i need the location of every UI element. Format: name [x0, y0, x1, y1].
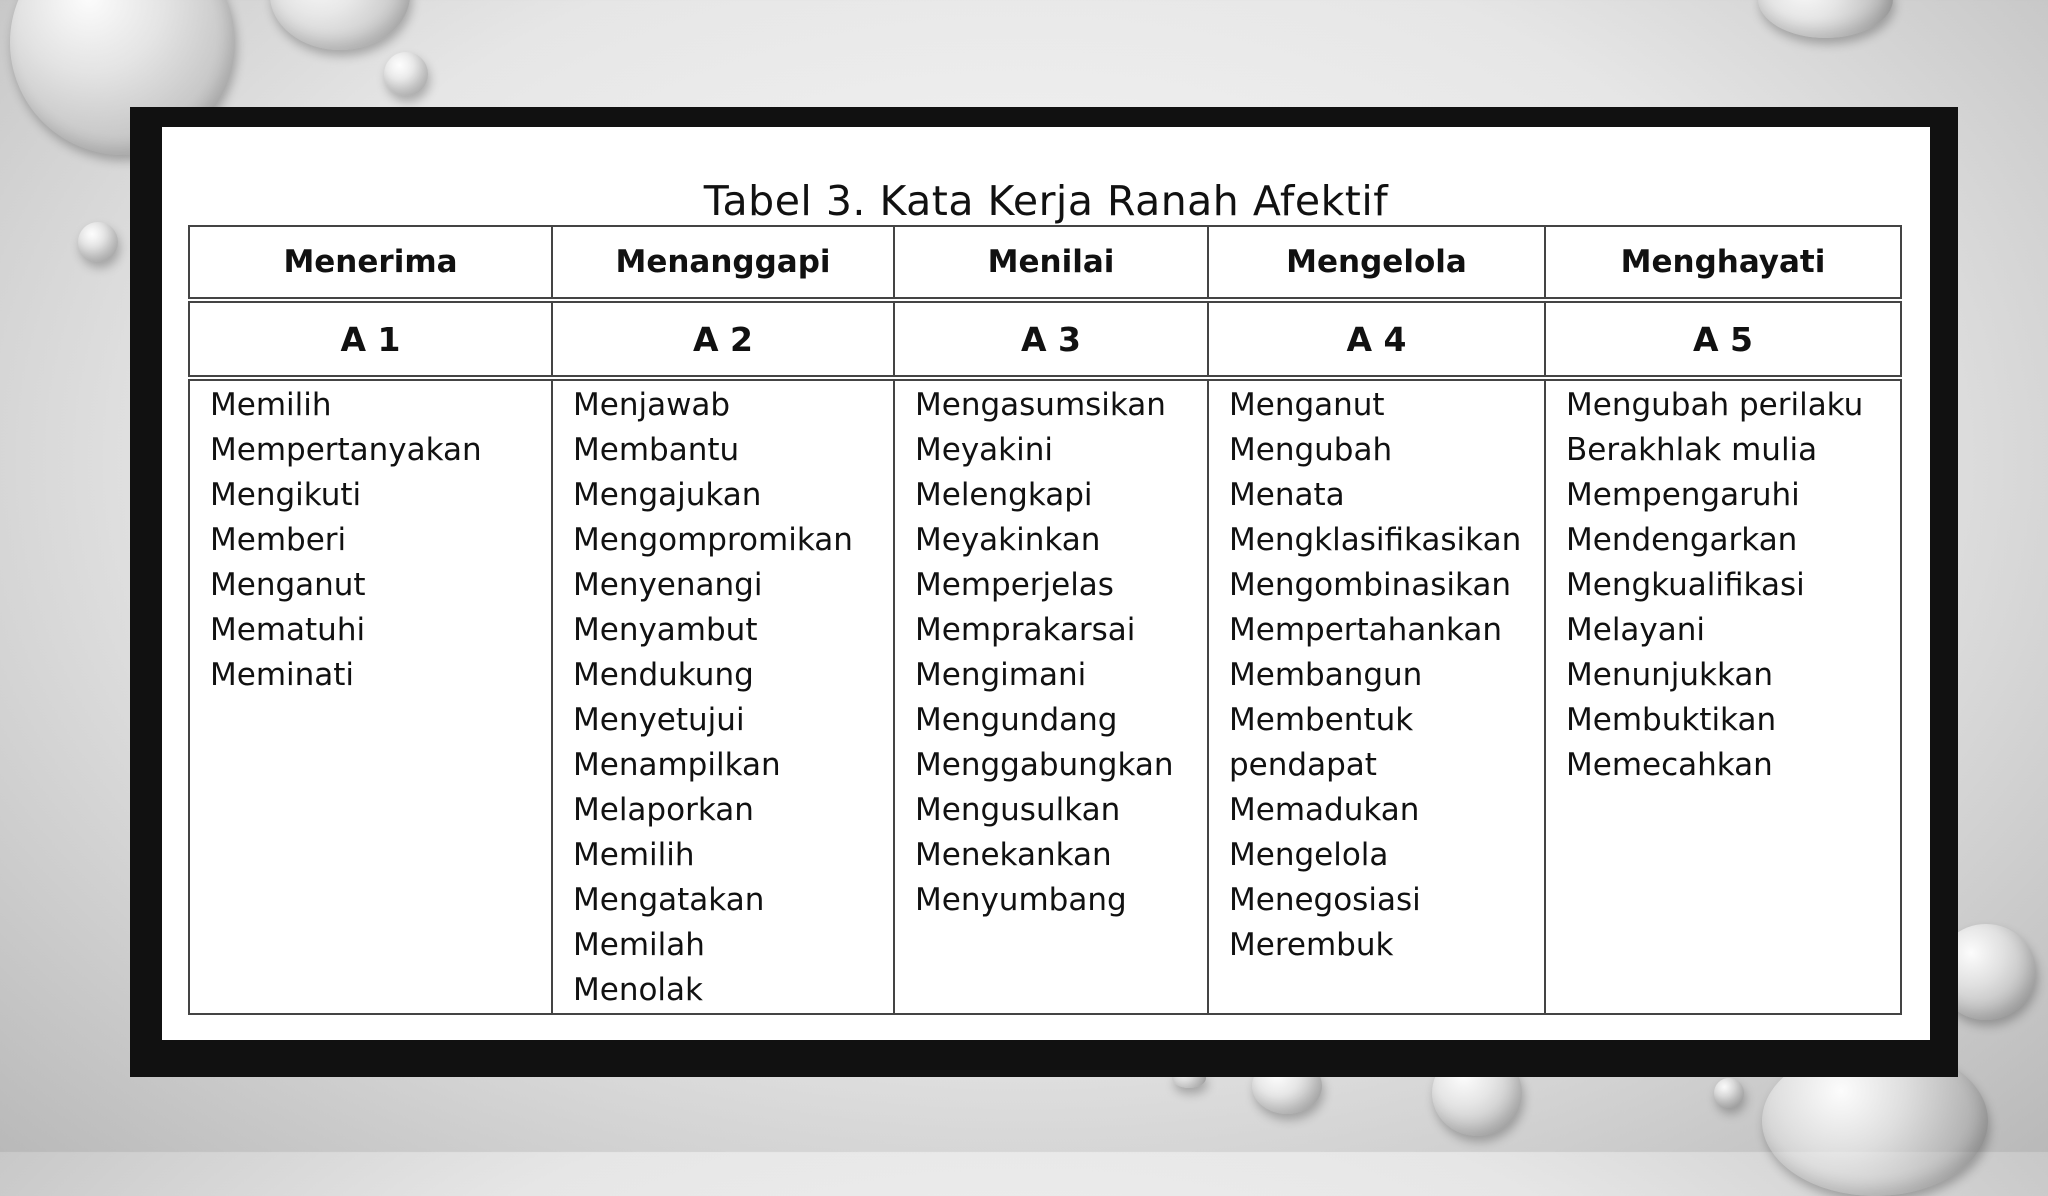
verb-list [1566, 383, 1900, 788]
verb-cell [1545, 378, 1901, 1014]
verb-item: Mengajukan [573, 477, 762, 513]
verb-item: Memberi [210, 522, 347, 558]
verb-item: Mengundang [915, 702, 1118, 738]
water-drop-decoration [1758, 0, 1893, 38]
verb-item: pendapat [1229, 747, 1377, 783]
verb-item: Mempengaruhi [1566, 477, 1800, 513]
verb-item: Mengelola [1229, 837, 1389, 873]
verb-item: Melayani [1566, 612, 1706, 648]
verb-item: Memilih [573, 837, 695, 873]
verb-item: Memprakarsai [915, 612, 1136, 648]
verb-item: Mempertahankan [1229, 612, 1503, 648]
verb-item: Mengombinasikan [1229, 567, 1512, 603]
column-header: Menilai [894, 226, 1208, 300]
verb-item: Mengompromikan [573, 522, 853, 558]
verb-item: Mempertanyakan [210, 432, 482, 468]
verb-item: Membuktikan [1566, 702, 1777, 738]
verbs-row [189, 378, 1901, 1014]
verb-item: Merembuk [1229, 927, 1394, 963]
verb-item: Membentuk [1229, 702, 1414, 738]
verb-item: Menyetujui [573, 702, 745, 738]
verb-item: Menyumbang [915, 882, 1127, 918]
verb-item: Memadukan [1229, 792, 1420, 828]
verb-item: Mengusulkan [915, 792, 1121, 828]
water-drop-decoration [384, 52, 428, 96]
verb-item: Menunjukkan [1566, 657, 1774, 693]
verb-cell [894, 378, 1208, 1014]
verb-item: Mematuhi [210, 612, 366, 648]
level-code: A 2 [552, 300, 894, 378]
water-drop-decoration [1714, 1078, 1744, 1108]
verb-item: Membantu [573, 432, 740, 468]
verb-item: Memperjelas [915, 567, 1114, 603]
verb-item: Menampilkan [573, 747, 781, 783]
verb-item: Mengkualifikasi [1566, 567, 1805, 603]
column-header: Menghayati [1545, 226, 1901, 300]
verb-item: Menjawab [573, 387, 731, 423]
verb-item: Mengasumsikan [915, 387, 1166, 423]
verb-item: Melaporkan [573, 792, 754, 828]
verb-list [1229, 383, 1544, 968]
verb-list [573, 383, 893, 1013]
verb-item: Menggabungkan [915, 747, 1174, 783]
verb-item: Mengimani [915, 657, 1087, 693]
verb-item: Menekankan [915, 837, 1112, 873]
level-code: A 4 [1208, 300, 1545, 378]
verb-list [210, 383, 551, 698]
level-code-row [189, 300, 1901, 378]
verb-item: Meyakini [915, 432, 1053, 468]
verb-item: Mendengarkan [1566, 522, 1798, 558]
verb-item: Melengkapi [915, 477, 1093, 513]
verb-item: Memilah [573, 927, 705, 963]
water-drop-decoration [78, 222, 118, 262]
water-drop-decoration [270, 0, 410, 50]
verb-item: Mengatakan [573, 882, 765, 918]
verb-item: Menganut [210, 567, 366, 603]
category-header-row [189, 226, 1901, 300]
column-header: Menerima [189, 226, 552, 300]
verb-item: Mengubah [1229, 432, 1393, 468]
slide-content [162, 127, 1930, 1040]
affective-verbs-table [188, 225, 1902, 1015]
verb-cell [189, 378, 552, 1014]
verb-cell [552, 378, 894, 1014]
verb-item: Berakhlak mulia [1566, 432, 1818, 468]
verb-item: Menolak [573, 972, 703, 1008]
verb-cell [1208, 378, 1545, 1014]
column-header: Menanggapi [552, 226, 894, 300]
level-code: A 3 [894, 300, 1208, 378]
column-header: Mengelola [1208, 226, 1545, 300]
verb-item: Mengubah perilaku [1566, 387, 1864, 423]
verb-item: Memecahkan [1566, 747, 1773, 783]
verb-item: Menganut [1229, 387, 1385, 423]
verb-item: Memilih [210, 387, 332, 423]
verb-item: Meyakinkan [915, 522, 1101, 558]
table-title: Tabel 3. Kata Kerja Ranah Afektif [703, 177, 1389, 225]
verb-item: Mengklasifikasikan [1229, 522, 1522, 558]
verb-list [915, 383, 1207, 923]
verb-item: Menyambut [573, 612, 758, 648]
slide-frame [130, 107, 1958, 1077]
verb-item: Mendukung [573, 657, 754, 693]
verb-item: Membangun [1229, 657, 1423, 693]
verb-item: Meminati [210, 657, 355, 693]
verb-item: Menegosiasi [1229, 882, 1421, 918]
verb-item: Menata [1229, 477, 1345, 513]
level-code: A 1 [189, 300, 552, 378]
level-code: A 5 [1545, 300, 1901, 378]
verb-item: Menyenangi [573, 567, 763, 603]
verb-item: Mengikuti [210, 477, 362, 513]
